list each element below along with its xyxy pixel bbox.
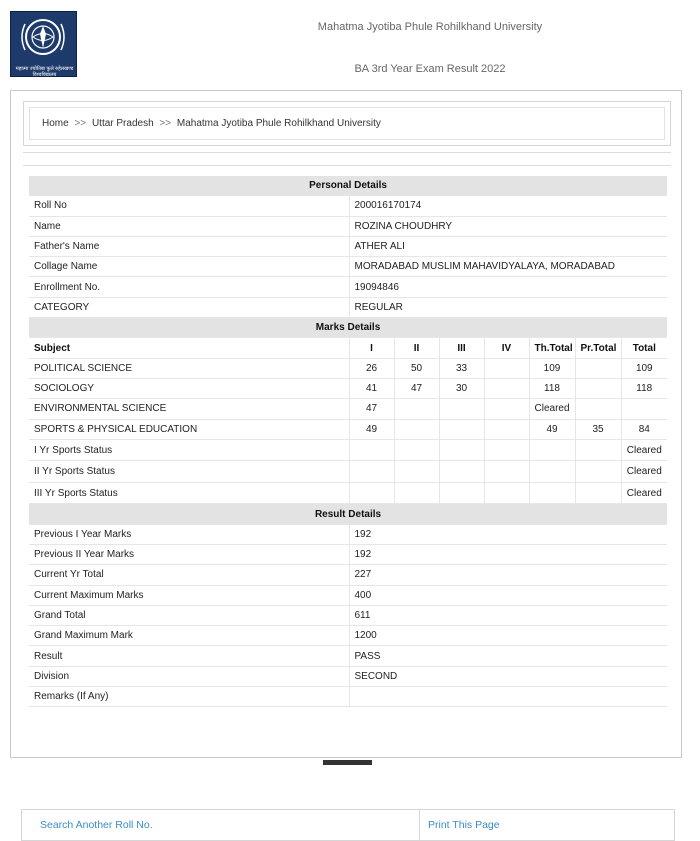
row-label: Previous I Year Marks <box>29 524 349 544</box>
footer-links <box>21 809 675 841</box>
divider <box>23 152 671 153</box>
row-value: 192 <box>349 524 667 544</box>
mark-cell: 109 <box>529 358 575 378</box>
column-header: Total <box>621 338 667 358</box>
breadcrumb-university[interactable]: Mahatma Jyotiba Phule Rohilkhand University <box>176 118 381 129</box>
mark-cell: 47 <box>349 399 394 419</box>
mark-cell: Cleared <box>529 399 575 419</box>
sports-status-label: III Yr Sports Status <box>29 482 349 504</box>
column-header: II <box>394 338 439 358</box>
row-value: 611 <box>349 605 667 625</box>
mark-cell <box>394 419 439 439</box>
result-value: PASS <box>349 646 667 666</box>
row-label: Result <box>29 646 349 666</box>
column-header: Pr.Total <box>575 338 621 358</box>
table-row <box>29 297 667 317</box>
table-row <box>29 236 667 256</box>
mark-cell <box>439 399 484 419</box>
marks-details-header <box>29 318 667 338</box>
breadcrumb-home[interactable]: Home <box>42 118 69 129</box>
logo-caption: महात्मा ज्योतिबा फुले रुहेलखण्ड विश्वविद्यालय <box>15 66 74 78</box>
university-title: Mahatma Jyotiba Phule Rohilkhand University <box>317 21 543 33</box>
mark-cell <box>575 399 621 419</box>
column-header: IV <box>484 338 529 358</box>
row-label: Father's Name <box>29 236 349 256</box>
mark-cell <box>439 419 484 439</box>
column-header: III <box>439 338 484 358</box>
row-label: Current Maximum Marks <box>29 585 349 605</box>
table-row <box>29 646 667 666</box>
print-page-link[interactable]: Print This Page <box>428 819 500 831</box>
table-row <box>29 439 667 461</box>
mark-cell: 41 <box>349 378 394 398</box>
subject-name: SOCIOLOGY <box>29 378 349 398</box>
table-row <box>29 216 667 236</box>
subject-name: SPORTS & PHYSICAL EDUCATION <box>29 419 349 439</box>
mark-cell: 33 <box>439 358 484 378</box>
father-name-value: ATHER ALI <box>349 236 667 256</box>
university-emblem-icon <box>11 12 76 64</box>
row-label: Collage Name <box>29 257 349 277</box>
name-value: ROZINA CHOUDHRY <box>349 216 667 236</box>
exam-title: BA 3rd Year Exam Result 2022 <box>354 63 506 75</box>
table-row <box>29 544 667 564</box>
search-another-roll-link[interactable]: Search Another Roll No. <box>40 819 153 831</box>
university-logo <box>10 11 77 77</box>
breadcrumb <box>29 107 665 140</box>
row-label: Current Yr Total <box>29 565 349 585</box>
college-name-value: MORADABAD MUSLIM MAHAVIDYALAYA, MORADABAD <box>349 257 667 277</box>
mark-cell: 30 <box>439 378 484 398</box>
row-value: 1200 <box>349 626 667 646</box>
mark-cell <box>484 378 529 398</box>
result-details-header <box>29 504 667 524</box>
subject-name: POLITICAL SCIENCE <box>29 358 349 378</box>
column-header: Th.Total <box>529 338 575 358</box>
result-container <box>10 90 682 831</box>
row-label: Division <box>29 666 349 686</box>
column-header: I <box>349 338 394 358</box>
sports-status-label: II Yr Sports Status <box>29 461 349 483</box>
table-row <box>29 399 667 419</box>
table-row <box>29 277 667 297</box>
sports-status-value: Cleared <box>621 461 667 483</box>
mark-cell <box>394 399 439 419</box>
table-row <box>29 419 667 439</box>
mark-cell: 49 <box>349 419 394 439</box>
subject-name: ENVIRONMENTAL SCIENCE <box>29 399 349 419</box>
mark-cell: 109 <box>621 358 667 378</box>
mark-cell: 84 <box>621 419 667 439</box>
mark-cell <box>621 399 667 419</box>
page-header <box>0 0 700 85</box>
roll-no-value: 200016170174 <box>349 196 667 216</box>
divider <box>23 165 671 166</box>
mark-cell: 26 <box>349 358 394 378</box>
row-label: Grand Total <box>29 605 349 625</box>
scroll-indicator <box>323 760 372 765</box>
table-row <box>29 196 667 216</box>
row-value: 192 <box>349 544 667 564</box>
division-value: SECOND <box>349 666 667 686</box>
breadcrumb-separator: >> <box>74 118 87 129</box>
table-row <box>29 482 667 504</box>
row-value: 400 <box>349 585 667 605</box>
row-label: Previous II Year Marks <box>29 544 349 564</box>
section-title: Result Details <box>29 504 667 524</box>
divider <box>419 810 420 840</box>
mark-cell: 50 <box>394 358 439 378</box>
mark-cell: 49 <box>529 419 575 439</box>
mark-cell <box>484 399 529 419</box>
row-value: 227 <box>349 565 667 585</box>
table-row <box>29 666 667 686</box>
row-label: Grand Maximum Mark <box>29 626 349 646</box>
row-label: Enrollment No. <box>29 277 349 297</box>
personal-details-header <box>29 176 667 196</box>
sports-status-value: Cleared <box>621 439 667 461</box>
table-row <box>29 605 667 625</box>
section-title: Personal Details <box>29 176 667 196</box>
row-label: Name <box>29 216 349 236</box>
enrollment-value: 19094846 <box>349 277 667 297</box>
row-label: CATEGORY <box>29 297 349 317</box>
category-value: REGULAR <box>349 297 667 317</box>
marks-column-headers <box>29 338 667 358</box>
table-row <box>29 585 667 605</box>
breadcrumb-separator: >> <box>159 118 172 129</box>
mark-cell: 47 <box>394 378 439 398</box>
result-table <box>29 176 667 707</box>
breadcrumb-state[interactable]: Uttar Pradesh <box>91 118 154 129</box>
table-row <box>29 378 667 398</box>
column-header: Subject <box>29 338 349 358</box>
table-row <box>29 524 667 544</box>
section-title: Marks Details <box>29 318 667 338</box>
sports-status-value: Cleared <box>621 482 667 504</box>
mark-cell <box>484 419 529 439</box>
table-row <box>29 358 667 378</box>
mark-cell: 35 <box>575 419 621 439</box>
mark-cell <box>575 378 621 398</box>
mark-cell <box>575 358 621 378</box>
row-label: Roll No <box>29 196 349 216</box>
table-row <box>29 461 667 483</box>
row-label: Remarks (If Any) <box>29 687 349 707</box>
breadcrumb-box <box>23 101 671 146</box>
mark-cell: 118 <box>529 378 575 398</box>
mark-cell <box>484 358 529 378</box>
mark-cell: 118 <box>621 378 667 398</box>
table-row <box>29 626 667 646</box>
sports-status-label: I Yr Sports Status <box>29 439 349 461</box>
remarks-value <box>349 687 667 707</box>
table-row <box>29 257 667 277</box>
table-row <box>29 565 667 585</box>
table-row <box>29 687 667 707</box>
